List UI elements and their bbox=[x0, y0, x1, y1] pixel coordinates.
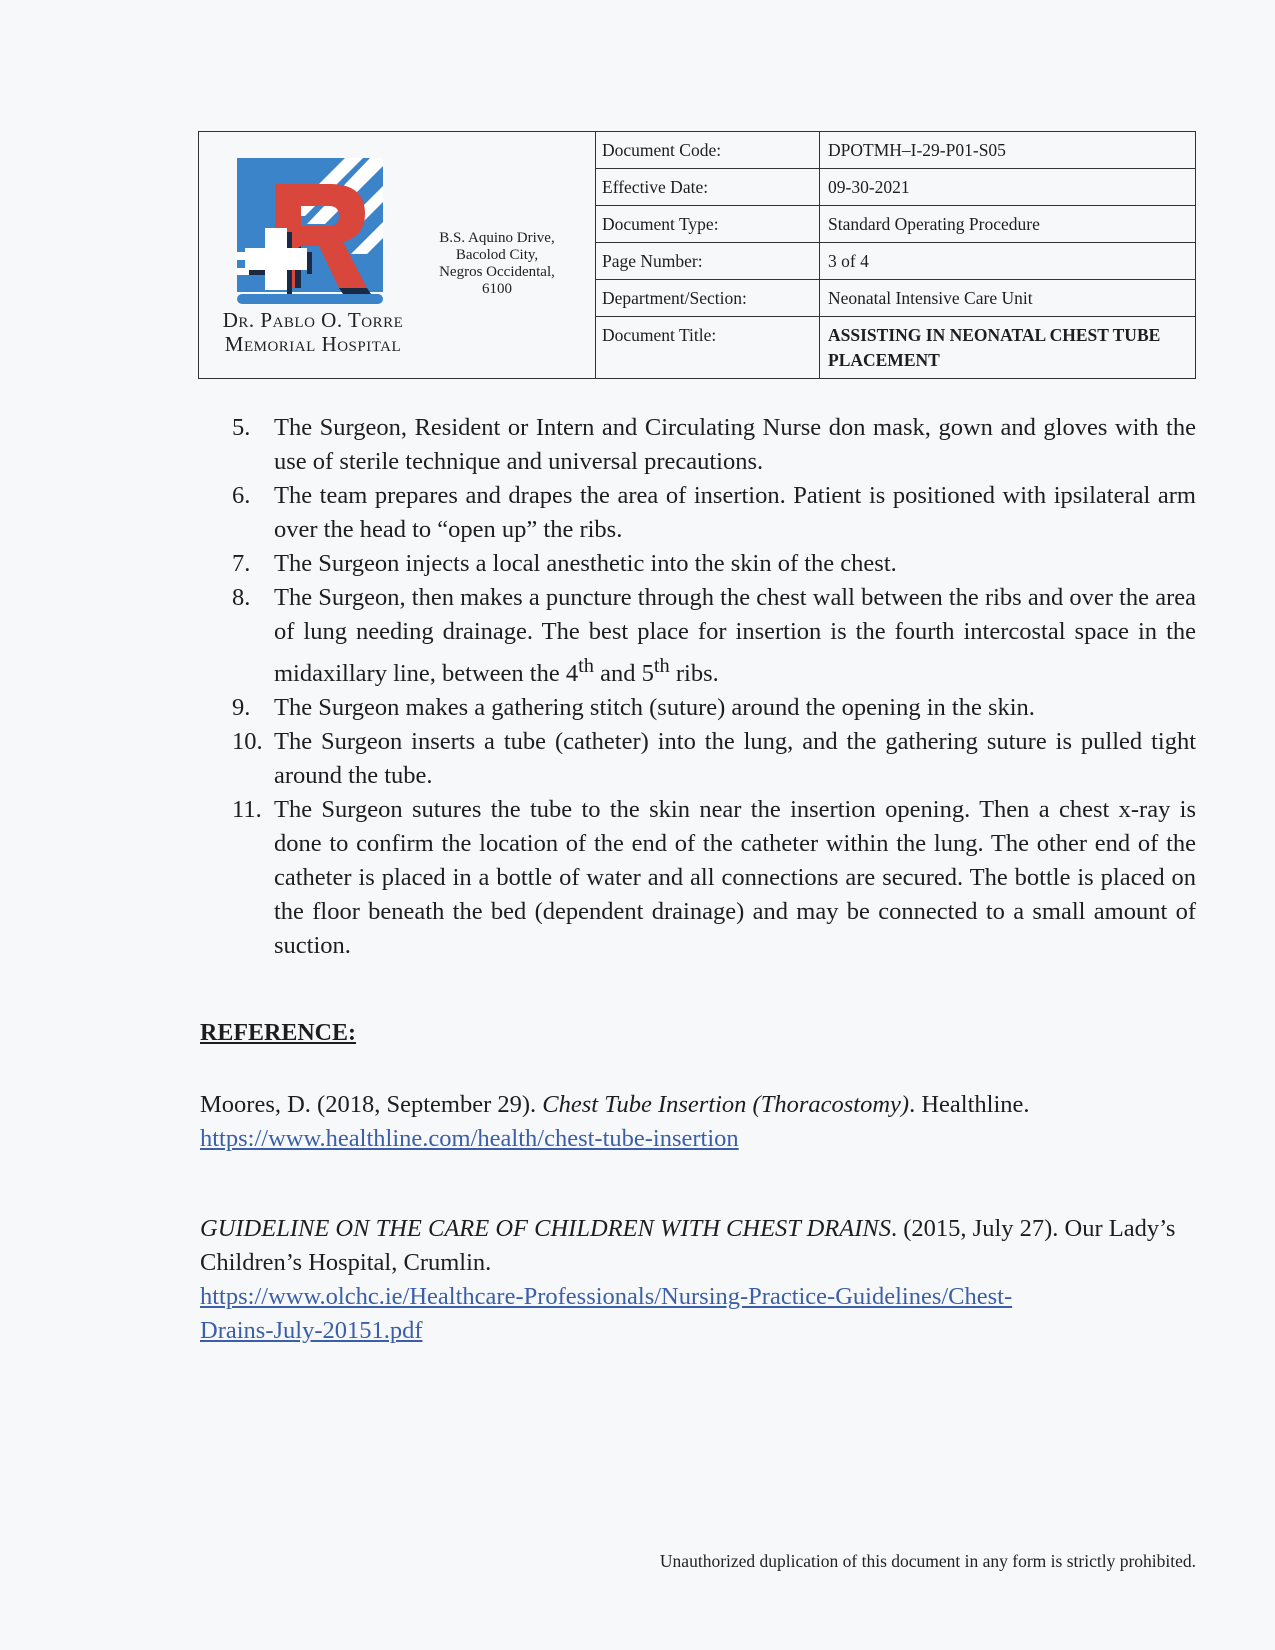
ordinal-suffix: th bbox=[578, 655, 594, 677]
page-footer-notice: Unauthorized duplication of this document in any form is strictly prohibited. bbox=[659, 1551, 1196, 1571]
reference-source: . Healthline. bbox=[909, 1091, 1030, 1118]
document-header-table bbox=[198, 131, 1196, 379]
step-number: 11. bbox=[232, 796, 262, 824]
reference-link-line1[interactable]: https://www.olchc.ie/Healthcare-Professionals/Nursing-Practice-Guidelines/Chest- bbox=[200, 1283, 1013, 1310]
reference-link-line2[interactable]: Drains-July-20151.pdf bbox=[200, 1317, 423, 1344]
reference-title: GUIDELINE ON THE CARE OF CHILDREN WITH CHEST DRAINS bbox=[200, 1215, 891, 1242]
reference-author: Moores, D. (2018, September 29). bbox=[200, 1091, 543, 1118]
step-text bbox=[274, 584, 1196, 687]
reference-link[interactable] bbox=[200, 1283, 1012, 1344]
reference-link[interactable]: https://www.healthline.com/health/chest-tube-insertion bbox=[200, 1125, 739, 1152]
procedure-step bbox=[232, 581, 1196, 691]
ordinal-suffix: th bbox=[653, 655, 670, 677]
procedure-step bbox=[232, 691, 1196, 725]
address-line: B.S. Aquino Drive, bbox=[439, 230, 555, 246]
procedure-step bbox=[232, 411, 1196, 479]
step-number: 5. bbox=[232, 414, 251, 441]
step-number: 6. bbox=[232, 482, 251, 509]
step-text: The Surgeon makes a gathering stitch (suture) around the opening in the skin. bbox=[274, 694, 1035, 722]
reference-entry-2 bbox=[200, 1212, 1200, 1348]
metadata-key: Document Type: bbox=[596, 206, 820, 242]
step-text: The Surgeon injects a local anesthetic into the skin of the chest. bbox=[274, 550, 897, 577]
metadata-row-document-title bbox=[596, 317, 1195, 378]
address-line: Negros Occidental, bbox=[439, 264, 555, 280]
step-number: 10. bbox=[232, 728, 263, 756]
reference-entry-1 bbox=[200, 1088, 1200, 1156]
address-line: Bacolod City, bbox=[455, 247, 539, 263]
metadata-key: Page Number: bbox=[596, 243, 820, 279]
hospital-name bbox=[213, 308, 413, 356]
metadata-value: DPOTMH–I-29-P01-S05 bbox=[828, 140, 1006, 160]
metadata-row-effective-date bbox=[596, 169, 1195, 206]
step-text: The team prepares and drapes the area of insertion. Patient is positioned with ipsilateral arm over the head to “open up” the ribs. bbox=[274, 482, 1196, 543]
metadata-value: 3 of 4 bbox=[828, 251, 869, 271]
reference-title: Chest Tube Insertion (Thoracostomy) bbox=[542, 1091, 910, 1118]
hospital-name-line2: Memorial Hospital bbox=[224, 332, 402, 356]
step-text: The Surgeon, Resident or Intern and Circulating Nurse don mask, gown and gloves with the use of sterile technique and universal precautions. bbox=[274, 414, 1196, 475]
step-text: The Surgeon inserts a tube (catheter) into the lung, and the gathering suture is pulled tight around the tube. bbox=[274, 728, 1196, 790]
metadata-row-department bbox=[596, 280, 1195, 317]
step-number: 8. bbox=[232, 584, 251, 611]
reference-source: . (2015, July 27). Our Lady’s Children’s Hospital, Crumlin. bbox=[200, 1215, 1176, 1276]
step-number: 7. bbox=[232, 550, 251, 577]
step-text-part: ribs. bbox=[669, 660, 719, 688]
procedure-step bbox=[232, 479, 1196, 547]
hospital-name-line1: Dr. Pablo O. Torre bbox=[222, 308, 404, 332]
metadata-value: Standard Operating Procedure bbox=[828, 214, 1040, 234]
hospital-logo-icon bbox=[235, 156, 395, 306]
procedure-step bbox=[232, 793, 1196, 963]
metadata-row-page-number bbox=[596, 243, 1195, 280]
metadata-row-document-type bbox=[596, 206, 1195, 243]
metadata-key: Document Code: bbox=[596, 132, 820, 168]
document-metadata bbox=[596, 132, 1195, 378]
step-number: 9. bbox=[232, 694, 251, 722]
metadata-value: 09-30-2021 bbox=[828, 177, 910, 197]
metadata-value: Neonatal Intensive Care Unit bbox=[828, 288, 1033, 308]
step-text-part: and 5 bbox=[593, 660, 654, 688]
hospital-address bbox=[427, 230, 567, 298]
procedure-steps-list bbox=[232, 411, 1196, 963]
procedure-step bbox=[232, 547, 1196, 581]
metadata-key: Effective Date: bbox=[596, 169, 820, 205]
step-text: The Surgeon sutures the tube to the skin near the insertion opening. Then a chest x-ray is done to confirm the location of the end of the catheter within the lung. The other end of the catheter is placed in a bottle of water and all connections are secured. The bottle is placed on the floor beneath the bed (dependent drainage) and may be connected to a small amount of suction. bbox=[274, 796, 1196, 960]
metadata-row-document-code bbox=[596, 132, 1195, 169]
address-line: 6100 bbox=[482, 281, 512, 297]
step-text-part: The Surgeon, then makes a puncture through the chest wall between the ribs and over the area of lung needing drainage. The best place for insertion is the fourth intercostal space in the midaxillary line, between the 4 bbox=[274, 584, 1196, 688]
metadata-key: Document Title: bbox=[596, 317, 820, 378]
document-title: ASSISTING IN NEONATAL CHEST TUBE PLACEMENT bbox=[828, 325, 1161, 370]
metadata-key: Department/Section: bbox=[596, 280, 820, 316]
reference-heading: REFERENCE: bbox=[200, 1020, 357, 1046]
hospital-identity-cell bbox=[199, 132, 596, 378]
procedure-step bbox=[232, 725, 1196, 793]
